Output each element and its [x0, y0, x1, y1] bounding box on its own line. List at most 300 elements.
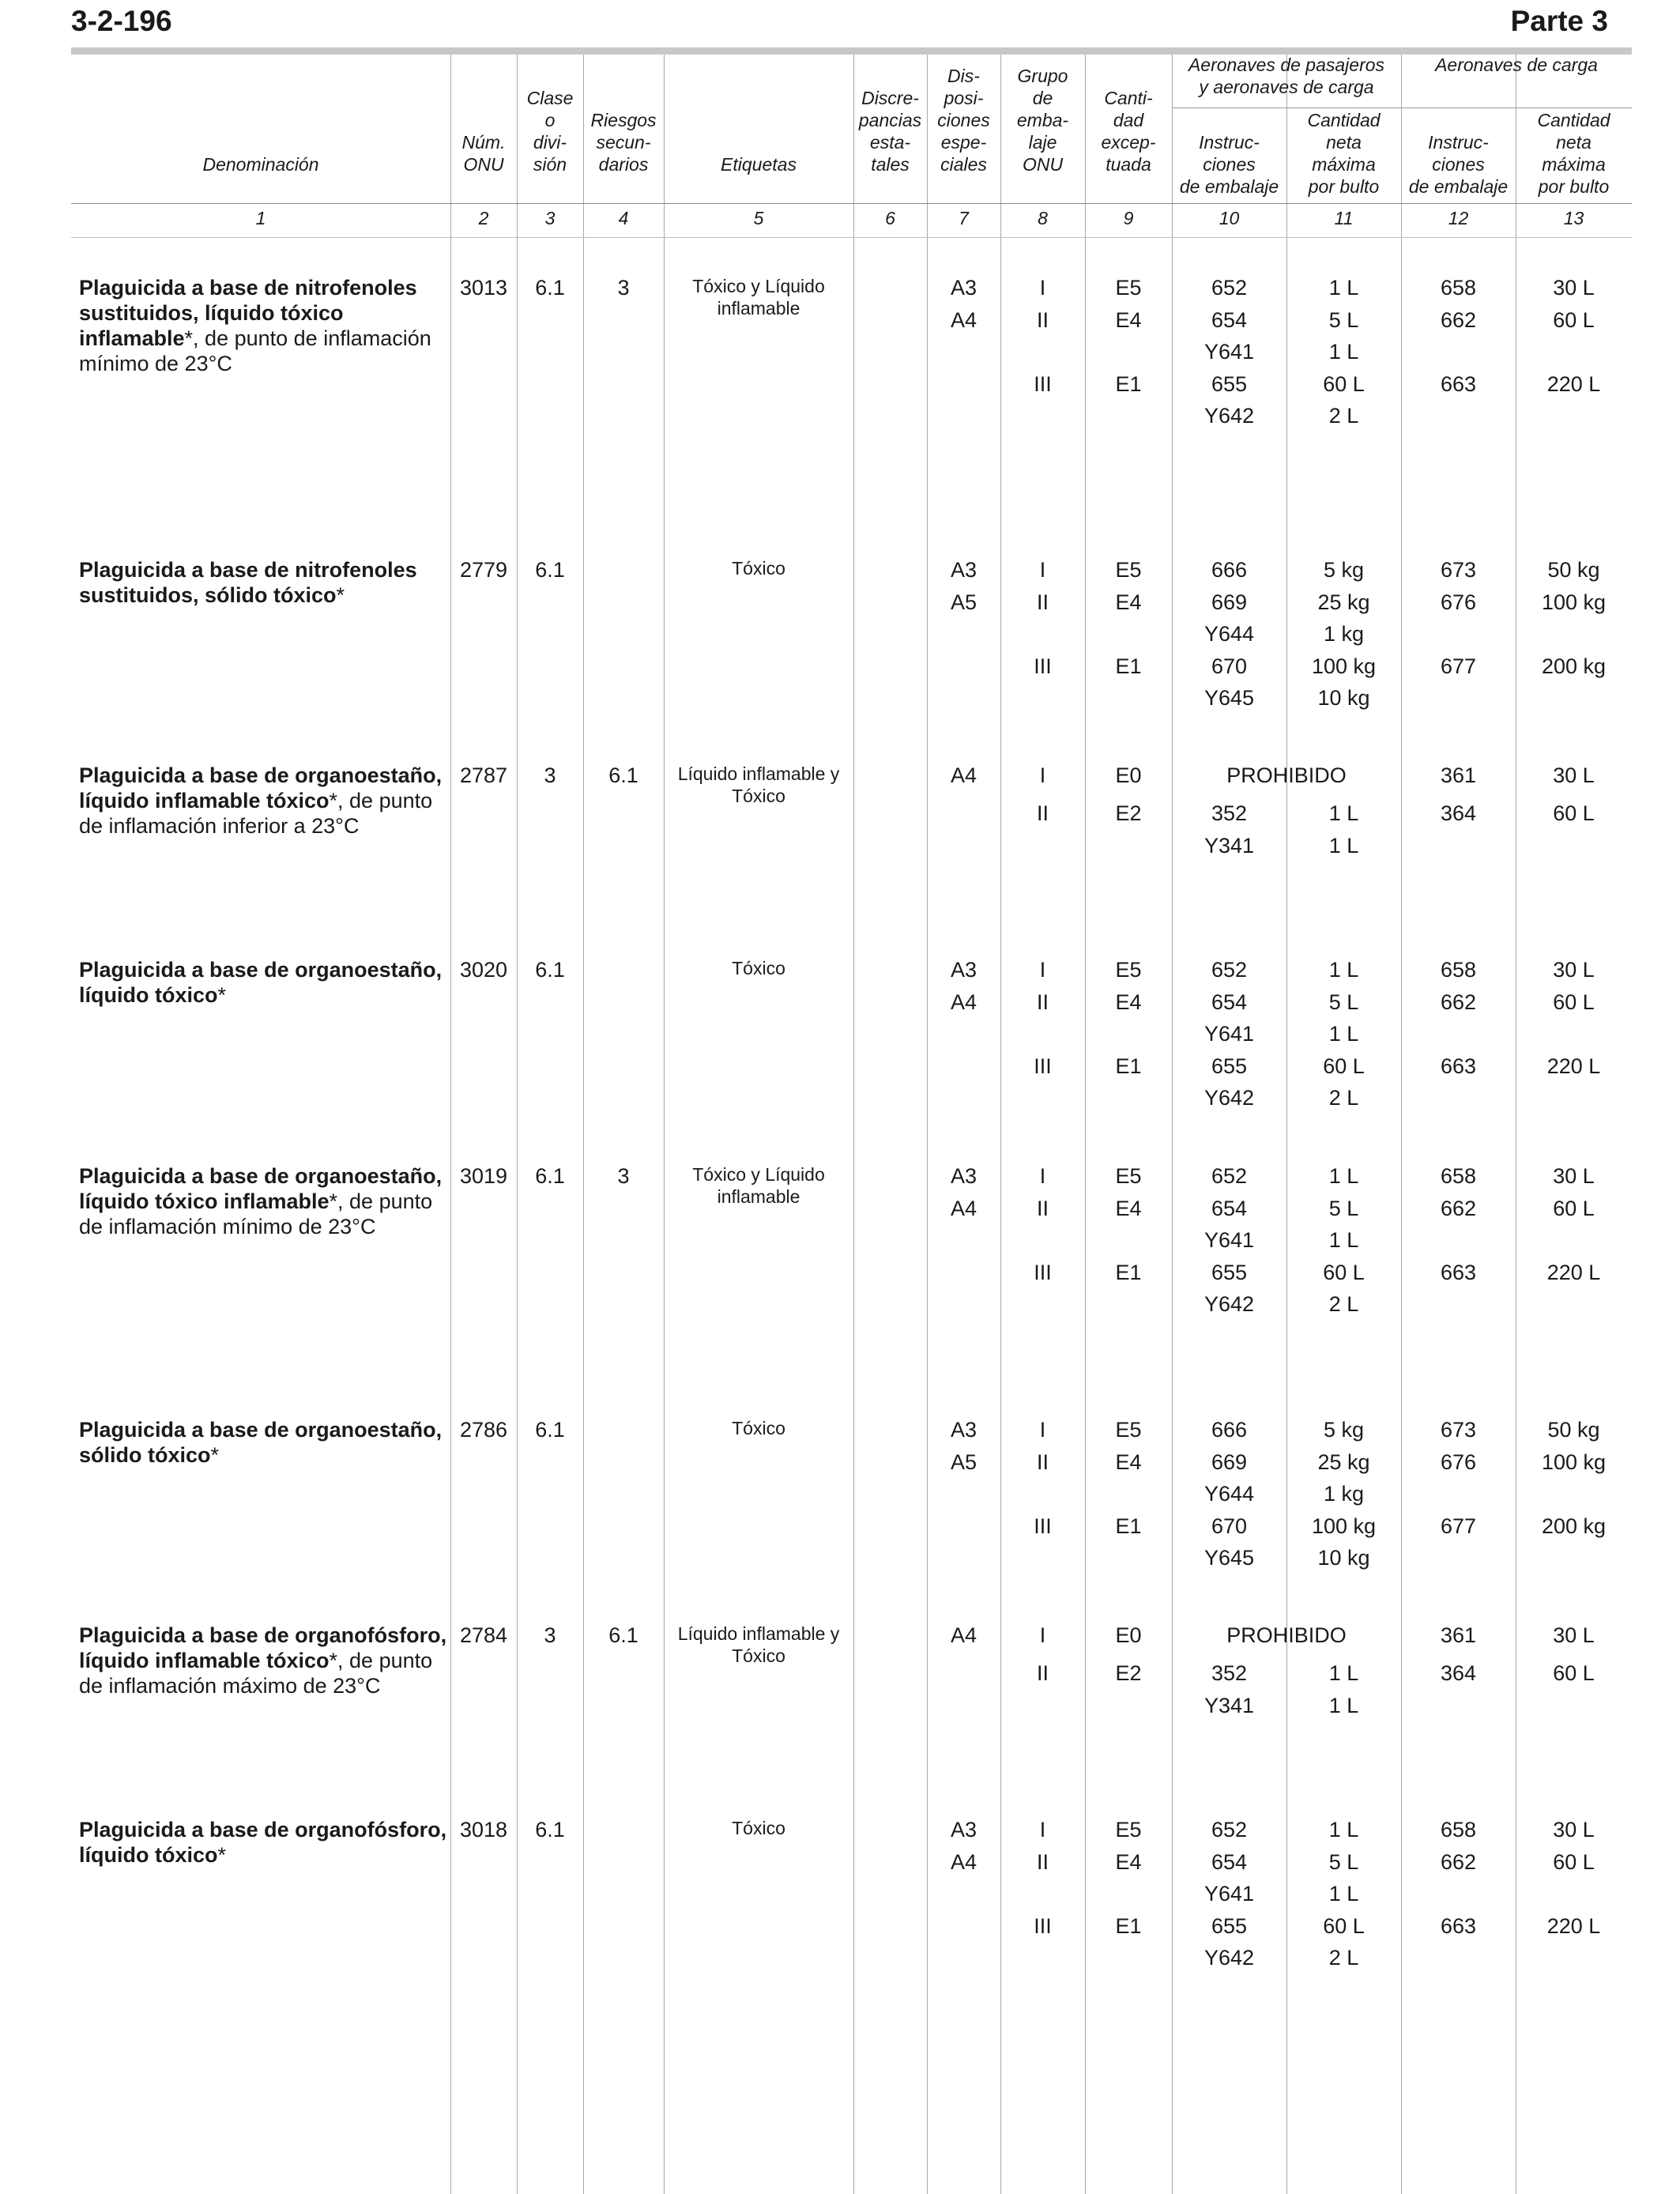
special-provision: A4: [950, 763, 977, 787]
substance-name-bold: Plaguicida a base de nitrofenoles sustituidos, líquido tóxico inflamable: [79, 276, 417, 350]
pax-max-net-quantity: 60 L: [1323, 371, 1365, 396]
substance-name-detail: *, de punto de inflamación inferior a 23°C: [79, 789, 433, 838]
cargo-max-net-quantity: [1516, 685, 1632, 718]
pax-packing-instruction: Y341: [1203, 833, 1255, 858]
cargo-max-net-quantity: [1516, 403, 1632, 435]
cargo-packing-instruction: [1401, 1881, 1516, 1913]
excepted-quantity: [1085, 1227, 1172, 1260]
cargo-packing-instruction-column: [1401, 1623, 1516, 1693]
special-provision-column: [927, 1817, 1000, 1881]
excepted-quantity-column: [1085, 1817, 1172, 1977]
pax-packing-instruction: 652: [1211, 958, 1248, 982]
special-provision: A4: [950, 1849, 977, 1874]
pax-max-net-quantity: 100 kg: [1311, 1514, 1377, 1538]
header-group-pasajeros: Aeronaves de pasajeros y aeronaves de carga: [1188, 55, 1385, 97]
excepted-quantity: E2: [1115, 801, 1142, 825]
pax-max-net-quantity-column: [1286, 957, 1401, 1118]
pax-packing-instruction: 666: [1211, 1418, 1248, 1442]
special-provision: A3: [950, 558, 977, 582]
column-number: 12: [1448, 208, 1469, 228]
header-etiquetas: Etiquetas: [721, 154, 797, 175]
packing-group: III: [1034, 1260, 1052, 1284]
excepted-quantity: E1: [1115, 1260, 1142, 1284]
pax-max-net-quantity-column: [1286, 1661, 1401, 1725]
pax-packing-instruction: 669: [1211, 1449, 1248, 1474]
header-num-onu: Núm. ONU: [461, 132, 506, 175]
excepted-quantity: E5: [1115, 558, 1142, 582]
substance-name-bold: Plaguicida a base de organoestaño, sólido tóxico: [79, 1418, 443, 1467]
cargo-max-net-quantity: [1516, 621, 1632, 654]
pax-packing-instruction: Y645: [1203, 686, 1255, 710]
cargo-max-net-quantity: 60 L: [1553, 1661, 1595, 1685]
pax-packing-instruction: 669: [1211, 590, 1248, 614]
page-number: 3-2-196: [71, 5, 172, 37]
packing-group: [1000, 621, 1085, 654]
cargo-packing-instruction: 658: [1440, 276, 1477, 300]
pax-packing-instruction: Y642: [1203, 1086, 1255, 1110]
column-number: 4: [618, 208, 629, 228]
excepted-quantity: E4: [1115, 590, 1142, 614]
excepted-quantity: [1085, 1545, 1172, 1578]
excepted-quantity: E5: [1115, 1818, 1142, 1842]
cargo-packing-instruction: 361: [1440, 763, 1477, 787]
header-cantidad: Canti- dad excep- tuada: [1101, 88, 1156, 175]
pax-max-net-quantity: 5 kg: [1323, 1418, 1365, 1442]
column-number: 1: [255, 208, 266, 228]
hazard-label: Tóxico y Líquido inflamable: [692, 1164, 825, 1207]
pax-max-net-quantity: 1 L: [1328, 1661, 1359, 1685]
cargo-max-net-quantity: 100 kg: [1541, 1449, 1607, 1474]
packing-group: II: [1036, 1449, 1049, 1474]
pax-max-net-quantity: 1 L: [1328, 276, 1359, 300]
header-group-carga: Aeronaves de carga: [1435, 55, 1598, 75]
cargo-packing-instruction: 677: [1440, 654, 1477, 678]
pax-max-net-quantity: 2 L: [1328, 1086, 1359, 1110]
cargo-packing-instruction: [1401, 621, 1516, 654]
un-number: 3020: [459, 958, 508, 982]
substance-name-bold: Plaguicida a base de organofósforo, líquido tóxico: [79, 1818, 447, 1867]
cargo-max-net-quantity-column: [1516, 1623, 1632, 1693]
cargo-max-net-quantity-column: [1516, 1817, 1632, 1977]
excepted-quantity: E5: [1115, 958, 1142, 982]
cargo-packing-instruction-column: [1401, 763, 1516, 833]
header-instrucciones-carga: Instruc- ciones de embalaje: [1408, 132, 1509, 197]
excepted-quantity-column: [1085, 1417, 1172, 1578]
packing-group-column: [1000, 1817, 1085, 1977]
special-provision: A4: [950, 1623, 977, 1647]
cargo-packing-instruction: [1401, 339, 1516, 371]
special-provision: A3: [950, 276, 977, 300]
cargo-packing-instruction: 663: [1440, 371, 1477, 396]
cargo-packing-instruction: 663: [1440, 1913, 1477, 1938]
special-provision-column: [927, 1623, 1000, 1655]
un-number: 3018: [459, 1818, 508, 1842]
cargo-max-net-quantity: [1516, 1227, 1632, 1260]
packing-group-column: [1000, 1417, 1085, 1578]
cargo-packing-instruction-column: [1401, 1817, 1516, 1977]
pax-packing-instruction: 652: [1211, 1164, 1248, 1188]
cargo-max-net-quantity: [1516, 1545, 1632, 1578]
cargo-max-net-quantity: [1516, 1945, 1632, 1977]
cargo-packing-instruction: 658: [1440, 1818, 1477, 1842]
subsidiary-risk: 6.1: [608, 1623, 638, 1647]
cargo-max-net-quantity: 30 L: [1553, 1164, 1595, 1188]
pax-max-net-quantity: 1 L: [1328, 958, 1359, 982]
column-number: 6: [885, 208, 895, 228]
header-discrepancias: Discre- pancias esta- tales: [858, 88, 922, 175]
cargo-packing-instruction: [1401, 1481, 1516, 1514]
packing-group: I: [1039, 558, 1046, 582]
class-division: 6.1: [535, 558, 565, 582]
hazard-label: Tóxico: [732, 958, 785, 978]
cargo-max-net-quantity: 30 L: [1553, 763, 1595, 787]
packing-group: I: [1039, 1164, 1046, 1188]
substance-name-detail: *, de punto de inflamación máximo de 23°C: [79, 1649, 433, 1698]
packing-group: [1000, 685, 1085, 718]
cargo-packing-instruction: [1401, 1227, 1516, 1260]
substance-name-detail: *, de punto de inflamación mínimo de 23°C: [79, 1189, 433, 1238]
pax-packing-instruction-column: [1172, 957, 1286, 1118]
pax-packing-instruction: 655: [1211, 1913, 1248, 1938]
excepted-quantity: [1085, 1481, 1172, 1514]
cargo-packing-instruction: 676: [1440, 1449, 1477, 1474]
cargo-packing-instruction-column: [1401, 957, 1516, 1118]
column-divider: [664, 55, 665, 2194]
hazard-label: Líquido inflamable y Tóxico: [677, 763, 840, 806]
pax-max-net-quantity: 5 L: [1328, 307, 1359, 332]
cargo-packing-instruction: 673: [1440, 1418, 1477, 1442]
cargo-max-net-quantity-column: [1516, 275, 1632, 435]
cargo-packing-instruction: 662: [1440, 990, 1477, 1014]
cargo-max-net-quantity: 30 L: [1553, 276, 1595, 300]
pax-packing-instruction-column: [1172, 557, 1286, 718]
cargo-max-net-quantity: [1516, 1021, 1632, 1054]
pax-max-net-quantity: 1 L: [1328, 1022, 1359, 1046]
packing-group: III: [1034, 1054, 1052, 1078]
cargo-packing-instruction: [1401, 1021, 1516, 1054]
subsidiary-risk: 6.1: [608, 763, 638, 787]
excepted-quantity: [1085, 1021, 1172, 1054]
excepted-quantity: E5: [1115, 276, 1142, 300]
cargo-max-net-quantity: [1516, 339, 1632, 371]
pax-packing-instruction-column: [1172, 1817, 1286, 1977]
excepted-quantity: [1085, 1085, 1172, 1118]
special-provision: A4: [950, 1196, 977, 1220]
cargo-packing-instruction: [1401, 1545, 1516, 1578]
page-header: [71, 5, 1608, 44]
column-number: 3: [544, 208, 556, 228]
pax-packing-instruction-column: [1172, 801, 1286, 865]
hazard-label: Tóxico: [732, 1818, 785, 1838]
special-provision: A3: [950, 1164, 977, 1188]
column-divider: [583, 55, 584, 2194]
excepted-quantity: E5: [1115, 1418, 1142, 1442]
class-division: 3: [544, 763, 556, 787]
header-grupo: Grupo de emba- laje ONU: [1016, 66, 1069, 175]
header-clase: Clase o divi- sión: [526, 88, 574, 175]
cargo-max-net-quantity: 220 L: [1546, 1260, 1601, 1284]
packing-group: [1000, 1481, 1085, 1514]
cargo-max-net-quantity: 220 L: [1546, 1054, 1601, 1078]
column-divider: [450, 55, 451, 2194]
cargo-max-net-quantity: [1516, 1291, 1632, 1324]
special-provision-column: [927, 763, 1000, 795]
substance-name-bold: Plaguicida a base de organoestaño, líquido tóxico: [79, 958, 443, 1007]
cargo-packing-instruction: [1401, 1291, 1516, 1324]
cargo-max-net-quantity: 60 L: [1553, 307, 1595, 332]
column-number: 10: [1219, 208, 1240, 228]
column-number: 9: [1123, 208, 1134, 228]
excepted-quantity: E4: [1115, 1849, 1142, 1874]
packing-group-column: [1000, 957, 1085, 1118]
pax-max-net-quantity: 1 L: [1328, 801, 1359, 825]
header-instrucciones-pax: Instruc- ciones de embalaje: [1179, 132, 1279, 197]
cargo-packing-instruction-column: [1401, 275, 1516, 435]
cargo-packing-instruction: 662: [1440, 307, 1477, 332]
cargo-max-net-quantity-column: [1516, 557, 1632, 718]
packing-group-column: [1000, 1623, 1085, 1693]
excepted-quantity: E1: [1115, 371, 1142, 396]
excepted-quantity-column: [1085, 1623, 1172, 1693]
cargo-packing-instruction: [1401, 1085, 1516, 1118]
cargo-max-net-quantity-column: [1516, 1417, 1632, 1578]
excepted-quantity: E0: [1115, 763, 1142, 787]
pax-max-net-quantity: 60 L: [1323, 1260, 1365, 1284]
class-division: 6.1: [535, 1418, 565, 1442]
excepted-quantity: [1085, 1881, 1172, 1913]
un-number: 2779: [459, 558, 508, 582]
header-disposiciones: Dis- posi- ciones espe- ciales: [937, 66, 990, 175]
excepted-quantity: E0: [1115, 1623, 1142, 1647]
substance-name-detail: *: [217, 983, 227, 1007]
pax-max-net-quantity: 2 L: [1328, 1946, 1359, 1970]
pax-packing-instruction: 652: [1211, 276, 1248, 300]
excepted-quantity: [1085, 403, 1172, 435]
pax-packing-instruction: 352: [1211, 801, 1248, 825]
pax-packing-instruction: 654: [1211, 307, 1248, 332]
cargo-packing-instruction: 364: [1440, 1661, 1477, 1685]
pax-packing-instruction: 655: [1211, 371, 1248, 396]
pax-max-net-quantity: 1 L: [1328, 1693, 1359, 1717]
cargo-packing-instruction-column: [1401, 1163, 1516, 1324]
cargo-max-net-quantity-column: [1516, 957, 1632, 1118]
excepted-quantity: E4: [1115, 990, 1142, 1014]
packing-group-column: [1000, 1163, 1085, 1324]
un-number: 2786: [459, 1418, 508, 1442]
pax-max-net-quantity: 100 kg: [1311, 654, 1377, 678]
pax-max-net-quantity: 1 L: [1328, 1882, 1359, 1906]
packing-group: I: [1039, 763, 1046, 787]
packing-group: [1000, 1291, 1085, 1324]
excepted-quantity: [1085, 1945, 1172, 1977]
packing-group: III: [1034, 1514, 1052, 1538]
pax-packing-instruction: 655: [1211, 1054, 1248, 1078]
class-division: 6.1: [535, 276, 565, 300]
pax-max-net-quantity: 5 L: [1328, 1849, 1359, 1874]
substance-name: [79, 763, 450, 839]
header-denominacion: Denominación: [202, 154, 319, 175]
pax-max-net-quantity: 1 L: [1328, 340, 1359, 364]
substance-name: [79, 1817, 450, 1868]
header-cantidad-neta-pax: Cantidad neta máxima por bulto: [1307, 110, 1381, 197]
packing-group: II: [1036, 801, 1049, 825]
special-provision-column: [927, 557, 1000, 621]
excepted-quantity: E4: [1115, 1449, 1142, 1474]
substance-name-detail: *: [336, 583, 345, 607]
packing-group: II: [1036, 1196, 1049, 1220]
substance-name: [79, 557, 450, 608]
packing-group: [1000, 403, 1085, 435]
un-number: 3013: [459, 276, 508, 300]
cargo-packing-instruction: 658: [1440, 958, 1477, 982]
pax-packing-instruction: Y641: [1203, 340, 1255, 364]
cargo-max-net-quantity: 30 L: [1553, 958, 1595, 982]
packing-group: I: [1039, 1623, 1046, 1647]
cargo-max-net-quantity: 200 kg: [1541, 654, 1607, 678]
pax-packing-instruction: 654: [1211, 990, 1248, 1014]
cargo-max-net-quantity: [1516, 1881, 1632, 1913]
cargo-max-net-quantity: 60 L: [1553, 1849, 1595, 1874]
pax-packing-instruction-column: [1172, 1163, 1286, 1324]
hazard-label: Tóxico: [732, 1418, 785, 1438]
cargo-max-net-quantity-column: [1516, 763, 1632, 833]
column-number: 2: [478, 208, 489, 228]
pax-max-net-quantity-column: [1286, 801, 1401, 865]
substance-name-detail: *: [217, 1843, 227, 1867]
packing-group-column: [1000, 275, 1085, 435]
pax-packing-instruction: 670: [1211, 654, 1248, 678]
special-provision-column: [927, 957, 1000, 1021]
pax-max-net-quantity: 25 kg: [1317, 590, 1370, 614]
un-number: 2787: [459, 763, 508, 787]
cargo-packing-instruction: 662: [1440, 1849, 1477, 1874]
cargo-packing-instruction: 361: [1440, 1623, 1477, 1647]
pax-packing-instruction: Y645: [1203, 1546, 1255, 1570]
substance-name-bold: Plaguicida a base de organoestaño, líquido inflamable tóxico: [79, 763, 443, 812]
excepted-quantity: E1: [1115, 1514, 1142, 1538]
substance-name: [79, 1417, 450, 1468]
packing-group: II: [1036, 590, 1049, 614]
cargo-max-net-quantity: 50 kg: [1547, 558, 1600, 582]
un-number: 3019: [459, 1164, 508, 1188]
substance-name: [79, 1163, 450, 1239]
packing-group: [1000, 1945, 1085, 1977]
column-divider: [517, 55, 518, 2194]
cargo-packing-instruction: 673: [1440, 558, 1477, 582]
pax-packing-instruction: Y644: [1203, 1482, 1255, 1506]
pax-packing-instruction: Y341: [1203, 1693, 1255, 1717]
special-provision-column: [927, 275, 1000, 339]
header-rule: [71, 203, 1632, 204]
pax-packing-instruction: Y644: [1203, 622, 1255, 646]
column-divider: [853, 55, 854, 2194]
column-number: 5: [753, 208, 764, 228]
excepted-quantity: [1085, 621, 1172, 654]
hazard-label: Tóxico y Líquido inflamable: [692, 276, 825, 319]
packing-group: [1000, 1227, 1085, 1260]
substance-name-bold: Plaguicida a base de nitrofenoles sustituidos, sólido tóxico: [79, 558, 417, 607]
pax-packing-instruction: 670: [1211, 1514, 1248, 1538]
pax-max-net-quantity: 25 kg: [1317, 1449, 1370, 1474]
cargo-max-net-quantity: 60 L: [1553, 1196, 1595, 1220]
column-number: 7: [959, 208, 969, 228]
class-division: 6.1: [535, 958, 565, 982]
header-cantidad-neta-carga: Cantidad neta máxima por bulto: [1537, 110, 1610, 197]
excepted-quantity: E4: [1115, 1196, 1142, 1220]
excepted-quantity: E5: [1115, 1164, 1142, 1188]
packing-group-column: [1000, 763, 1085, 833]
cargo-max-net-quantity: [1516, 1481, 1632, 1514]
forbidden-status: PROHIBIDO: [1226, 763, 1347, 787]
class-division: 6.1: [535, 1164, 565, 1188]
pax-max-net-quantity: 2 L: [1328, 1292, 1359, 1316]
packing-group: I: [1039, 958, 1046, 982]
excepted-quantity-column: [1085, 763, 1172, 833]
pax-packing-instruction-column: [1172, 1661, 1286, 1725]
column-number: 11: [1334, 208, 1354, 228]
packing-group: III: [1034, 654, 1052, 678]
pax-max-net-quantity: 5 L: [1328, 1196, 1359, 1220]
column-number: 13: [1563, 208, 1584, 228]
cargo-max-net-quantity: 200 kg: [1541, 1514, 1607, 1538]
cargo-max-net-quantity: 100 kg: [1541, 590, 1607, 614]
class-division: 3: [544, 1623, 556, 1647]
cargo-packing-instruction: 677: [1440, 1514, 1477, 1538]
forbidden-status: PROHIBIDO: [1226, 1623, 1347, 1647]
excepted-quantity: [1085, 685, 1172, 718]
packing-group: [1000, 339, 1085, 371]
packing-group: [1000, 1085, 1085, 1118]
packing-group: II: [1036, 307, 1049, 332]
substance-name-bold: Plaguicida a base de organoestaño, líquido tóxico inflamable: [79, 1164, 443, 1213]
pax-packing-instruction: 666: [1211, 558, 1248, 582]
pax-packing-instruction: Y642: [1203, 404, 1255, 428]
excepted-quantity-column: [1085, 957, 1172, 1118]
pax-max-net-quantity: 1 L: [1328, 1818, 1359, 1842]
pax-max-net-quantity: 1 kg: [1323, 1482, 1365, 1506]
un-number: 2784: [459, 1623, 508, 1647]
packing-group: II: [1036, 990, 1049, 1014]
excepted-quantity: E1: [1115, 1913, 1142, 1938]
pax-max-net-quantity: 60 L: [1323, 1054, 1365, 1078]
pax-packing-instruction-column: [1172, 1417, 1286, 1578]
pax-packing-instruction: 654: [1211, 1196, 1248, 1220]
cargo-max-net-quantity: 60 L: [1553, 990, 1595, 1014]
packing-group-column: [1000, 557, 1085, 718]
substance-name: [79, 275, 450, 376]
pax-max-net-quantity: 1 L: [1328, 1228, 1359, 1252]
packing-group: I: [1039, 276, 1046, 300]
pax-max-net-quantity-column: [1286, 1163, 1401, 1324]
hazard-label: Líquido inflamable y Tóxico: [677, 1623, 840, 1666]
pax-packing-instruction: Y641: [1203, 1882, 1255, 1906]
pax-max-net-quantity: 1 kg: [1323, 622, 1365, 646]
excepted-quantity-column: [1085, 557, 1172, 718]
pax-packing-instruction: Y641: [1203, 1228, 1255, 1252]
packing-group: [1000, 1545, 1085, 1578]
subsidiary-risk: 3: [617, 276, 630, 300]
pax-max-net-quantity: 1 L: [1328, 1164, 1359, 1188]
special-provision-column: [927, 1417, 1000, 1481]
packing-group: I: [1039, 1418, 1046, 1442]
pax-max-net-quantity-column: [1286, 1817, 1401, 1977]
special-provision: A5: [950, 590, 977, 614]
pax-max-net-quantity-column: [1286, 1417, 1401, 1578]
cargo-packing-instruction: 663: [1440, 1260, 1477, 1284]
cargo-max-net-quantity: 220 L: [1546, 371, 1601, 396]
part-label: Parte 3: [1510, 5, 1608, 37]
pax-max-net-quantity-column: [1286, 557, 1401, 718]
